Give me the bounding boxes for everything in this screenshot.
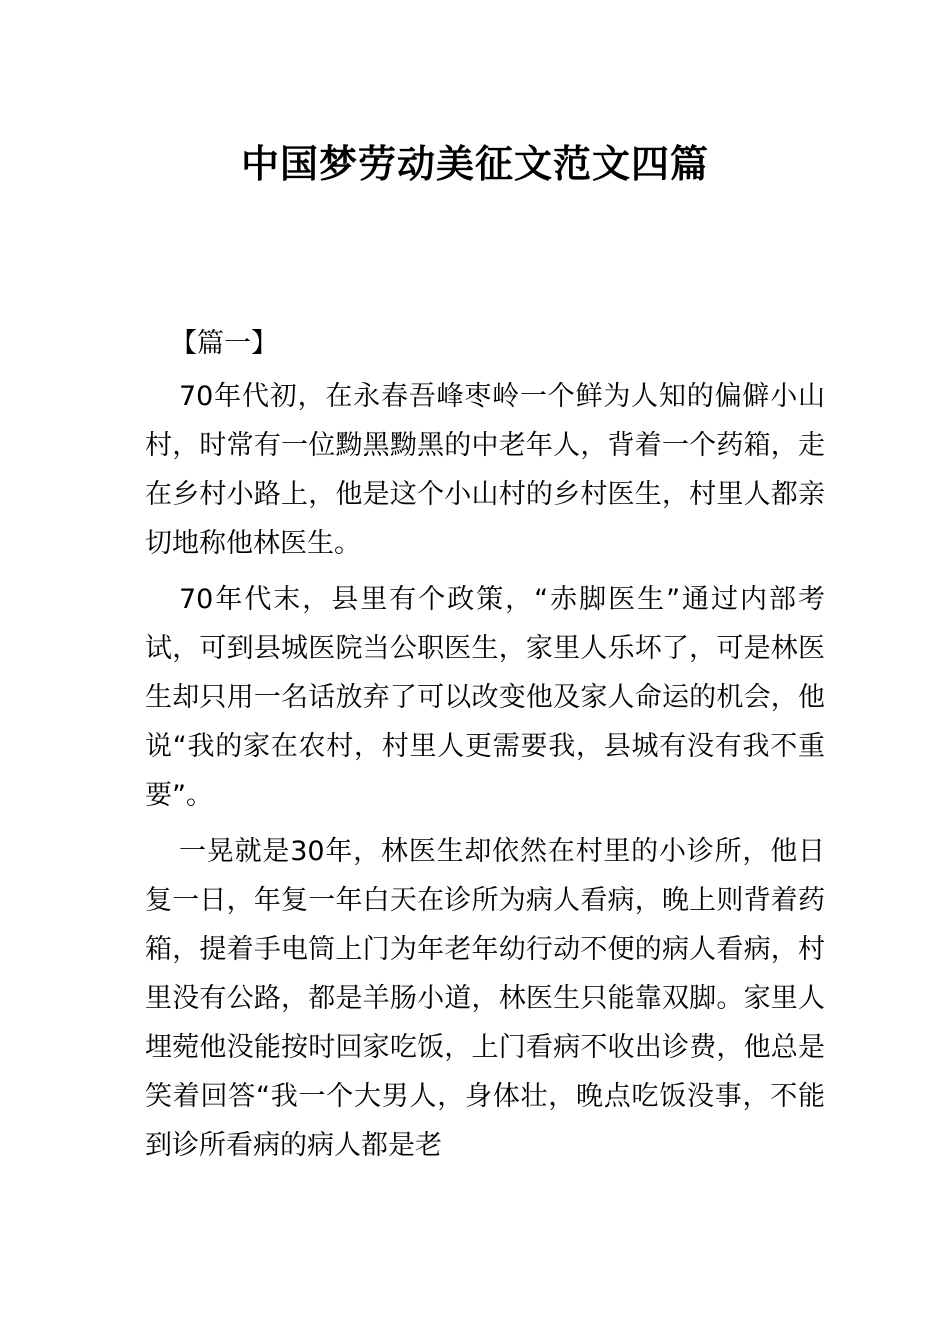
paragraph-2: 70年代末，县里有个政策，“赤脚医生”通过内部考试，可到县城医院当公职医生，家里人乐坏了，可是林医生却只用一名话放弃了可以改变他及家人命运的机会，他说“我的家在农村，村里人更需要我，县城有没有我不重要”。 bbox=[145, 584, 825, 811]
paragraph-3: 一晃就是30年，林医生却依然在村里的小诊所，他日复一日，年复一年白天在诊所为病人看病，晚上则背着药箱，提着手电筒上门为年老年幼行动不便的病人看病，村里没有公路，都是羊肠小道，林医生只能靠双脚。家里人埋菀他没能按时回家吃饭，上门看病不收出诊费，他总是笑着回答“我一个大男人，身体壮，晚点吃饭没事，不能到诊所看病的病人都是老 bbox=[145, 836, 825, 1161]
page-title: 中国梦劳动美征文范文四篇 bbox=[240, 142, 709, 186]
paragraph-1: 70年代初，在永春吾峰枣岭一个鲜为人知的偏僻小山村，时常有一位黝黑黝黑的中老年人，背着一个药箱，走在乡村小路上，他是这个小山村的乡村医生，村里人都亲切地称他林医生。 bbox=[145, 381, 825, 559]
section-heading: 【篇一】 bbox=[170, 328, 278, 359]
body-text bbox=[145, 372, 825, 1177]
